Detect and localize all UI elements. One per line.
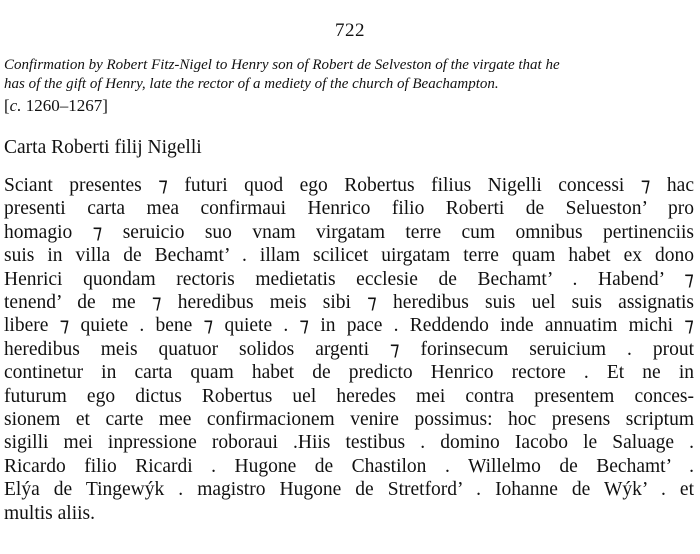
charter-date: [4, 96, 108, 116]
text-line: Elýa de Tingewýk . magistro Hugone de Stretford’ . Iohanne de Wýk’ . et: [4, 479, 694, 501]
text-line: continetur in carta quam habet de predicto Henrico rectore . Et ne in: [4, 362, 694, 384]
summary-line: Confirmation by Robert Fitz-Nigel to Henry son of Robert de Selveston of the virgate that he: [4, 57, 560, 73]
text-line: sigilli mei inpressione roboraui .Hiis testibus . domino Iacobo le Saluage .: [4, 432, 694, 454]
text-line: sionem et carte mee confirmacionem venire possimus: hoc presens scriptum: [4, 409, 694, 431]
text-line: multis aliis.: [4, 502, 96, 524]
text-line: Ricardo filio Ricardi . Hugone de Chastilon . Willelmo de Bechamt’ .: [4, 455, 694, 477]
text-line: suis in villa de Bechamt’ . illam scilicet uirgatam terre quam habet ex dono: [4, 245, 694, 267]
charter-summary: [4, 56, 694, 94]
text-line: Sciant presentes ⁊ futuri quod ego Robertus filius Nigelli concessi ⁊ hac: [4, 175, 694, 196]
date-circa: c.: [9, 96, 22, 115]
charter-title: Carta Roberti filij Nigelli: [4, 137, 202, 158]
text-line: homagio ⁊ seruicio suo vnam virgatam terre cum omnibus pertinenciis: [4, 221, 694, 243]
text-line: Henrici quondam rectoris medietatis ecclesie de Bechamt’ . Habend’ ⁊: [4, 268, 694, 290]
charter-text: [4, 174, 694, 525]
text-line: heredibus meis quatuor solidos argenti ⁊ forinsecum seruicium . prout: [4, 338, 694, 360]
summary-line: has of the gift of Henry, late the rector of a mediety of the church of Beachampton.: [4, 76, 499, 92]
text-line: futurum ego dictus Robertus uel heredes mei contra presentem conces-: [4, 385, 694, 407]
text-line: presenti carta mea confirmaui Henrico filio Roberti de Selueston’ pro: [4, 198, 694, 220]
date-range: 1260–1267]: [21, 96, 108, 115]
text-line: libere ⁊ quiete . bene ⁊ quiete . ⁊ in pace . Reddendo inde annuatim michi ⁊: [4, 315, 694, 337]
text-line: tenend’ de me ⁊ heredibus meis sibi ⁊ heredibus suis uel suis assignatis: [4, 292, 694, 314]
page-number: 722: [335, 20, 365, 41]
date-bracket-open: [: [4, 96, 10, 115]
